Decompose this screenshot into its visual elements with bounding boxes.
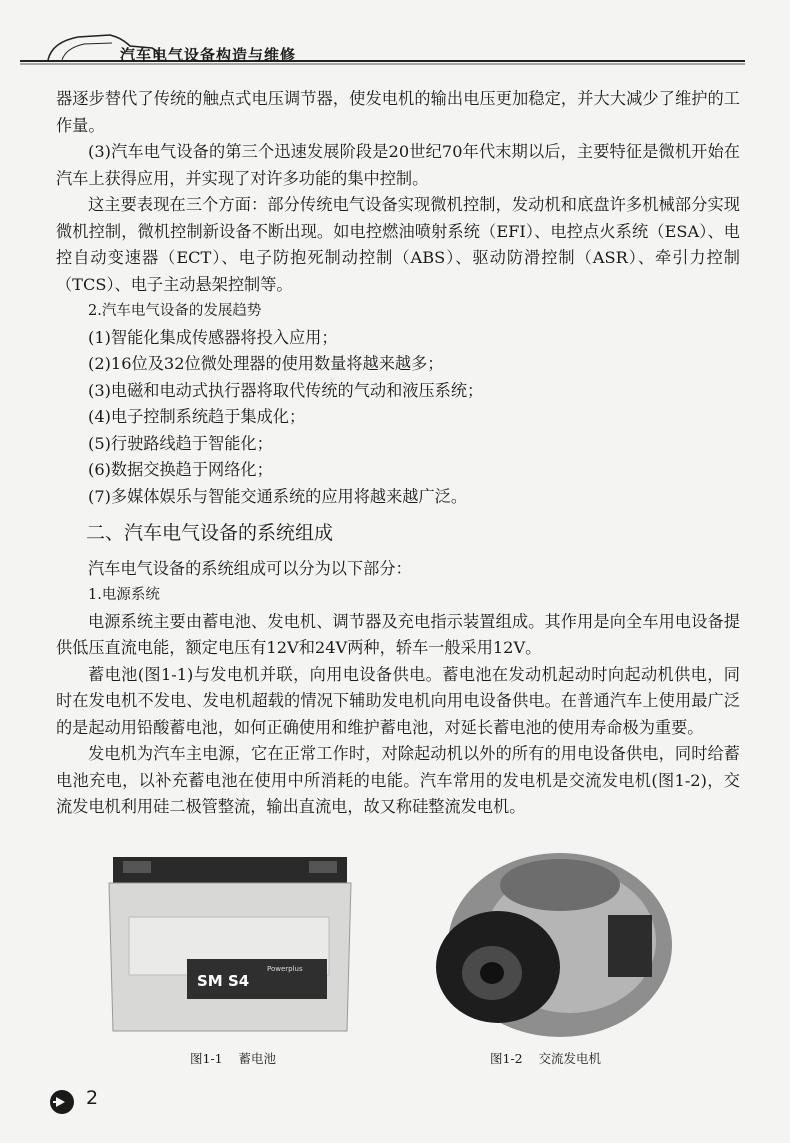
page-number: 2 (86, 1087, 99, 1109)
running-header (0, 0, 790, 70)
figures (0, 845, 790, 1075)
header-car-logo-icon (0, 0, 790, 70)
figure-1-caption-text: 蓄电池 (238, 1051, 277, 1066)
page-arrow-icon (48, 1088, 76, 1116)
list-item: (5)行驶路线趋于智能化； (88, 433, 273, 453)
battery-small-text: Powerplus (267, 965, 303, 973)
list-item: (7)多媒体娱乐与智能交通系统的应用将越来越广泛。 (88, 486, 468, 506)
figure-2-caption (490, 1049, 601, 1067)
list-item: (4)电子控制系统趋于集成化； (88, 407, 306, 426)
figure-2-caption-text: 交流发电机 (538, 1051, 602, 1066)
figure-1-caption (190, 1049, 276, 1067)
battery-label: SM S4 (197, 972, 250, 990)
paragraph: 蓄电池(图1-1)与发电机并联，向用电设备供电。蓄电池在发动机起动时向起动机供电，同时在发电机不发电、发电机超载的情况下辅助发电机向用电设备供电。在普通汽车上使用最广泛的是起动用铅酸蓄电池，如何正确使用和维护蓄电池，对延长蓄电池的使用寿命极为重要。 (56, 664, 740, 737)
list-item: (6)数据交换趋于网络化； (88, 460, 273, 479)
paragraph: (3)汽车电气设备的第三个迅速发展阶段是20世纪70年代末期以后，主要特征是微机开始在汽车上获得应用，并实现了对许多功能的集中控制。 (56, 142, 740, 188)
power-heading: 1.电源系统 (88, 587, 160, 603)
body-text (56, 86, 740, 821)
paragraph: 发电机为汽车主电源，它在正常工作时，对除起动机以外的所有的用电设备供电，同时给蓄电池充电，以补充蓄电池在使用中所消耗的电能。汽车常用的发电机是交流发电机(图1-2)，交流发电机利用硅二极管整流，输出直流电，故又称硅整流发电机。 (56, 744, 740, 816)
header-title: 汽车电气设备构造与维修 (120, 46, 297, 64)
figure-1-number: 图1-1 (190, 1051, 223, 1066)
alternator-image (410, 845, 680, 1045)
list-item: (3)电磁和电动式执行器将取代传统的气动和液压系统； (88, 380, 484, 400)
list-item: (1)智能化集成传感器将投入应用； (88, 327, 338, 347)
section-title: 二、汽车电气设备的系统组成 (86, 522, 334, 544)
figure-2-number: 图1-2 (490, 1051, 523, 1066)
battery-image (105, 855, 355, 1035)
paragraph: 电源系统主要由蓄电池、发电机、调节器及充电指示装置组成。其作用是向全车用电设备提供低压直流电能，额定电压有12V和24V两种，轿车一般采用12V。 (56, 611, 740, 657)
list-item: (2)16位及32位微处理器的使用数量将越来越多； (88, 354, 444, 373)
trend-heading: 2.汽车电气设备的发展趋势 (88, 303, 262, 319)
paragraph: 器逐步替代了传统的触点式电压调节器，使发电机的输出电压更加稳定，并大大减少了维护的工作量。 (56, 89, 740, 135)
section-intro: 汽车电气设备的系统组成可以分为以下部分： (88, 558, 412, 578)
paragraph: 这主要表现在三个方面：部分传统电气设备实现微机控制，发动机和底盘许多机械部分实现微机控制，微机控制新设备不断出现。如电控燃油喷射系统（EFI）、电控点火系统（ESA）、电控自动变速器（ECT）、电子防抱死制动控制（ABS）、驱动防滑控制（ASR）、牵引力控制（TCS）、电子主动悬架控制等。 (56, 195, 740, 294)
